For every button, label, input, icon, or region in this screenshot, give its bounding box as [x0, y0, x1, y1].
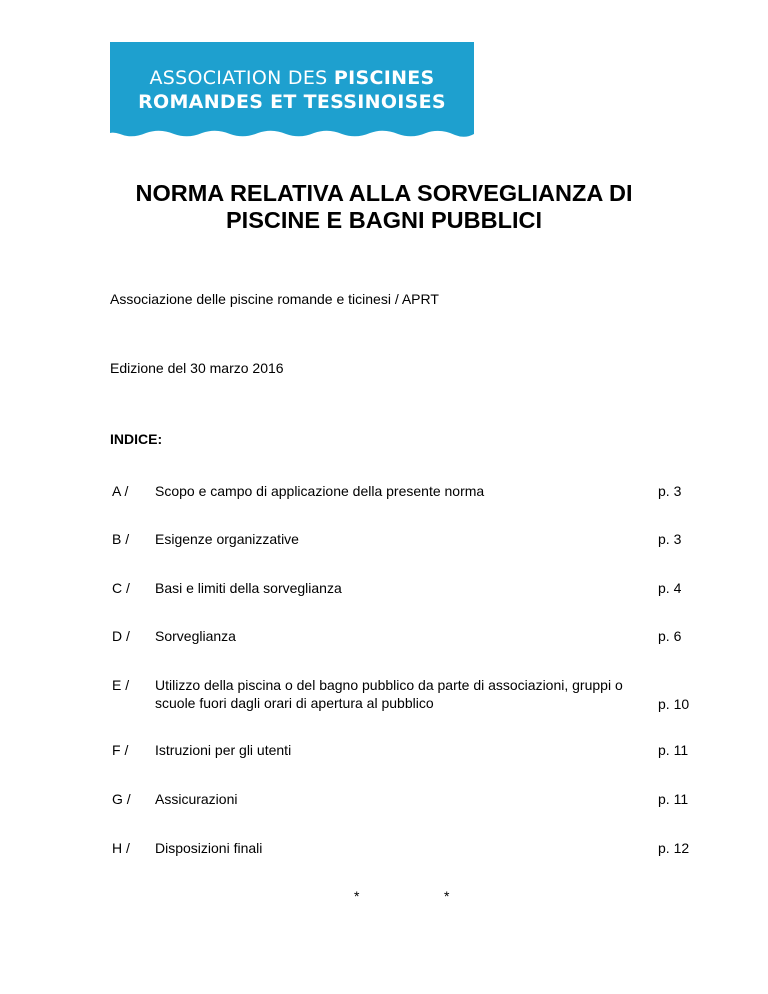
toc-letter: F / — [112, 742, 129, 758]
toc-letter: E / — [112, 677, 130, 693]
separator-star-2: * — [444, 888, 450, 904]
separator-star-1: * — [354, 888, 360, 904]
toc-text: Basi e limiti della sorveglianza — [155, 580, 342, 596]
toc-page: p. 3 — [658, 531, 682, 547]
toc-page: p. 12 — [658, 840, 690, 856]
logo-text — [110, 66, 474, 114]
document-title — [60, 180, 708, 234]
toc-letter: B / — [112, 531, 130, 547]
toc-page: p. 6 — [658, 628, 682, 644]
logo-line-1-bold: PISCINES — [333, 67, 435, 89]
logo-line-1-normal: ASSOCIATION DES — [149, 67, 334, 89]
toc-letter: D / — [112, 628, 130, 644]
toc-letter: A / — [112, 483, 129, 499]
logo-line-2: ROMANDES ET TESSINOISES — [138, 91, 446, 113]
title-line-2: PISCINE E BAGNI PUBBLICI — [226, 207, 542, 233]
toc-text: Utilizzo della piscina o del bagno pubblico da parte di associazioni, gruppi o scuole fuori dagli orari di apertura al pubblico — [155, 677, 623, 711]
toc-page: p. 11 — [658, 791, 689, 807]
toc-page: p. 11 — [658, 742, 689, 758]
toc-text: Disposizioni finali — [155, 840, 263, 856]
toc-page: p. 3 — [658, 483, 682, 499]
toc-text: Assicurazioni — [155, 791, 238, 807]
association-logo — [110, 42, 474, 142]
edition-line: Edizione del 30 marzo 2016 — [110, 360, 284, 376]
toc-text: Istruzioni per gli utenti — [155, 742, 292, 758]
toc-letter: G / — [112, 791, 131, 807]
toc-text: Scopo e campo di applicazione della presente norma — [155, 483, 485, 499]
title-line-1: NORMA RELATIVA ALLA SORVEGLIANZA DI — [135, 180, 633, 206]
logo-line-1 — [110, 66, 474, 90]
association-line: Associazione delle piscine romande e ticinesi / APRT — [110, 291, 439, 307]
toc-text: Sorveglianza — [155, 628, 236, 644]
toc-letter: C / — [112, 580, 130, 596]
toc-page: p. 10 — [658, 696, 690, 712]
index-heading: INDICE: — [110, 431, 163, 447]
toc-text: Esigenze organizzative — [155, 531, 299, 547]
toc-page: p. 4 — [658, 580, 682, 596]
toc-letter: H / — [112, 840, 130, 856]
